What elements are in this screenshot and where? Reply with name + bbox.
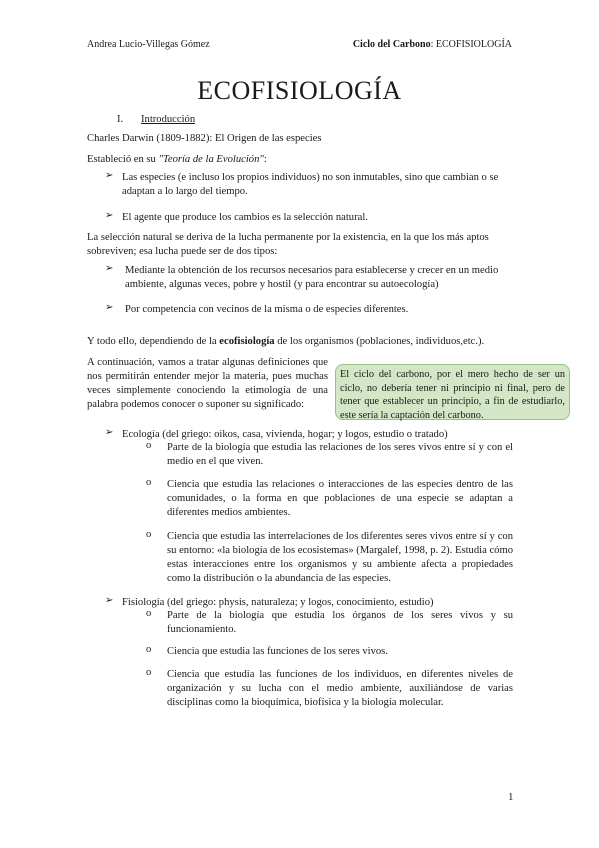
- circle-bullet-icon: o: [146, 440, 152, 451]
- note-box: El ciclo del carbono, por el mero hecho de ser un ciclo, no debería tener ni principio ni final, pero de tener que establecer un principio, a fin de estudiarlo, este sería la captación del carbono.: [335, 364, 570, 420]
- fisiologia-item: Ciencia que estudia las funciones de los seres vivos.: [167, 646, 388, 657]
- type-item: Mediante la obtención de los recursos necesarios para establecerse y crecer en un medio ambiente, algunas veces, pobre y hostil (y para encontrar su autoecología): [125, 265, 499, 290]
- bullet-item: Las especies (e incluso los propios individuos) no son inmutables, sino que cambian o se adaptan a lo largo del tiempo.: [122, 172, 499, 197]
- continuation-paragraph: A continuación, vamos a tratar algunas definiciones que nos permitirán entender mejor la materia, pues muchas veces simplemente conociendo la etimología de una palabra podemos conocer o suponer su significado:: [87, 357, 328, 410]
- arrow-bullet-icon: ➢: [105, 263, 114, 274]
- section-name: Introducción: [141, 114, 196, 125]
- established-post: :: [263, 154, 267, 165]
- fisiologia-heading: Fisiología (del griego: physis, naturaleza; y logos, conocimiento, estudio): [122, 597, 434, 608]
- header-topic: [353, 39, 512, 50]
- established-line: [87, 153, 267, 167]
- page-number: 1: [508, 791, 514, 803]
- ecologia-item: Parte de la biología que estudia las relaciones de los seres vivos entre sí y con el medio en el que viven.: [167, 442, 513, 467]
- ecologia-heading: Ecología (del griego: oikos, casa, vivienda, hogar; y logos, estudio o tratado): [122, 429, 448, 440]
- circle-bullet-icon: o: [146, 608, 152, 619]
- circle-bullet-icon: o: [146, 644, 152, 655]
- arrow-bullet-icon: ➢: [105, 170, 114, 181]
- header-author: Andrea Lucio-Villegas Gómez: [87, 39, 210, 50]
- arrow-bullet-icon: ➢: [105, 210, 114, 221]
- circle-bullet-icon: o: [146, 667, 152, 678]
- depend-post: de los organismos (poblaciones, individuos,etc.).: [274, 336, 485, 347]
- depend-bold: ecofisiología: [219, 336, 275, 347]
- arrow-bullet-icon: ➢: [105, 302, 114, 313]
- selection-paragraph: La selección natural se deriva de la lucha permanente por la existencia, en la que los más aptos sobreviven; esa lucha puede ser de dos tipos:: [87, 232, 489, 257]
- depend-pre: Y todo ello, dependiendo de la: [87, 336, 220, 347]
- arrow-bullet-icon: ➢: [105, 595, 114, 606]
- theory-name: "Teoría de la Evolución": [158, 154, 264, 165]
- ecophysiology-line: [87, 335, 527, 349]
- header-topic-rest: : ECOFISIOLOGÍA: [430, 39, 512, 50]
- section-number: I.: [117, 114, 124, 125]
- ecologia-item: Ciencia que estudia las relaciones o interacciones de las especies dentro de las comunidades, o la forma en que poblaciones de una especie se adaptan a diferentes medios ambientes.: [167, 479, 513, 518]
- circle-bullet-icon: o: [146, 477, 152, 488]
- fisiologia-item: Ciencia que estudia las funciones de los individuos, en diferentes niveles de organización y su lucha con el medio ambiente, auxiliándose de varias disciplinas como la bioquímica, biofísica y la biología molecular.: [167, 669, 513, 708]
- arrow-bullet-icon: ➢: [105, 427, 114, 438]
- page-title: ECOFISIOLOGÍA: [197, 76, 402, 105]
- bullet-item: El agente que produce los cambios es la selección natural.: [122, 212, 368, 223]
- darwin-line: Charles Darwin (1809-1882): El Origen de las especies: [87, 133, 322, 144]
- fisiologia-item: Parte de la biología que estudia los órganos de los seres vivos y su funcionamiento.: [167, 610, 513, 635]
- type-item: Por competencia con vecinos de la misma o de especies diferentes.: [125, 304, 409, 315]
- ecologia-item: Ciencia que estudia las interrelaciones de los diferentes seres vivos entre sí y con su entorno: «la biología de los ecosistemas» (Margalef, 1998, p. 2). Estudia cómo estas interacciones entre los organismos y su ambiente afecta a propiedades como la distribución o la abundancia de las especies.: [167, 531, 513, 584]
- circle-bullet-icon: o: [146, 529, 152, 540]
- header-topic-bold: Ciclo del Carbono: [352, 39, 431, 50]
- established-pre: Estableció en su: [87, 154, 159, 165]
